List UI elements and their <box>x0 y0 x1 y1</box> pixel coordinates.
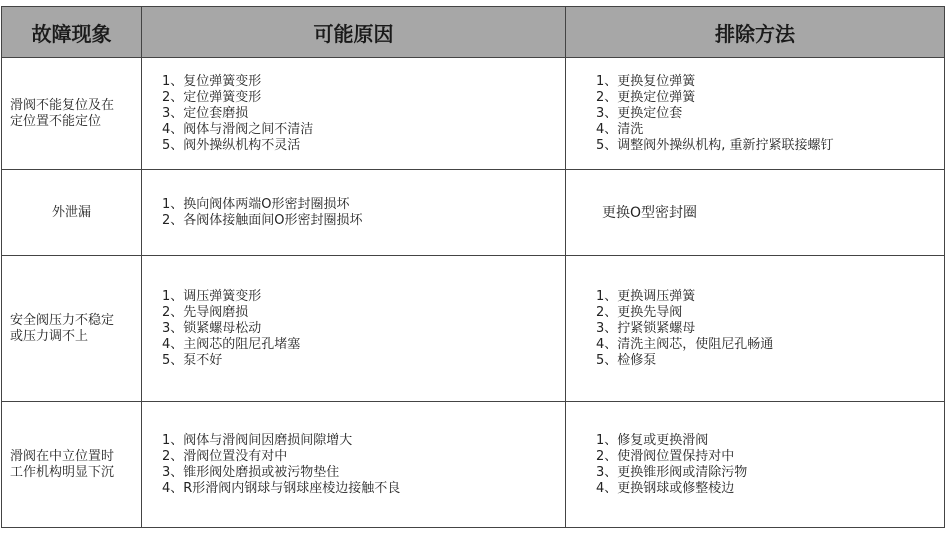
cause-item: 2、定位弹簧变形 <box>162 89 262 105</box>
fix-item: 5、调整阀外操纵机构, 重新拧紧联接螺钉 <box>596 137 834 153</box>
fix-item: 1、更换调压弹簧 <box>596 288 696 304</box>
fix-item: 3、拧紧锁紧螺母 <box>596 320 696 336</box>
table-row <box>2 402 945 528</box>
cause-item: 4、主阀芯的阻尼孔堵塞 <box>162 336 301 352</box>
cause-item: 3、定位套磨损 <box>162 105 249 121</box>
symptom-cell <box>2 402 142 528</box>
fix-item: 2、更换先导阀 <box>596 304 683 320</box>
cause-item: 3、锁紧螺母松动 <box>162 320 262 336</box>
header-symptom: 故障现象 <box>2 7 142 58</box>
cause-cell <box>142 402 566 528</box>
symptom-line: 安全阀压力不稳定 <box>10 312 115 328</box>
fix-item: 3、更换定位套 <box>596 105 683 121</box>
cause-item: 1、复位弹簧变形 <box>162 73 262 89</box>
symptom-cell <box>2 58 142 170</box>
symptom-line: 工作机构明显下沉 <box>10 464 115 480</box>
fault-table-container <box>0 6 946 528</box>
symptom-cell <box>2 256 142 402</box>
cause-item: 1、调压弹簧变形 <box>162 288 262 304</box>
fix-item: 1、修复或更换滑阀 <box>596 432 709 448</box>
fix-item: 5、检修泵 <box>596 352 657 368</box>
table-row <box>2 256 945 402</box>
cause-item: 1、换向阀体两端O形密封圈损坏 <box>162 196 350 212</box>
fix-cell <box>566 402 945 528</box>
fix-item: 4、清洗 <box>596 121 644 137</box>
symptom-line: 滑阀不能复位及在 <box>10 97 115 113</box>
symptom-cell <box>2 170 142 256</box>
cause-item: 2、先导阀磨损 <box>162 304 249 320</box>
fix-cell <box>566 170 945 256</box>
symptom-line: 滑阀在中立位置时 <box>10 448 115 464</box>
cause-item: 1、阀体与滑阀间因磨损间隙增大 <box>162 432 353 448</box>
fix-item: 更换O型密封圈 <box>602 204 698 221</box>
fault-table <box>1 6 945 528</box>
header-cause: 可能原因 <box>142 7 566 58</box>
cause-cell <box>142 256 566 402</box>
cause-cell <box>142 170 566 256</box>
cause-item: 5、阀外操纵机构不灵活 <box>162 137 301 153</box>
symptom-line: 定位置不能定位 <box>10 113 102 129</box>
fix-item: 2、使滑阀位置保持对中 <box>596 448 735 464</box>
fix-item: 2、更换定位弹簧 <box>596 89 696 105</box>
cause-item: 3、锥形阀处磨损或被污物垫住 <box>162 464 340 480</box>
symptom-line: 或压力调不上 <box>10 328 89 344</box>
header-fix: 排除方法 <box>566 7 945 58</box>
cause-item: 4、R形滑阀内钢球与钢球座棱边接触不良 <box>162 480 401 496</box>
cause-cell <box>142 58 566 170</box>
fix-item: 4、更换钢球或修整棱边 <box>596 480 735 496</box>
table-row <box>2 170 945 256</box>
table-header-row <box>2 7 945 58</box>
cause-item: 2、各阀体接触面间O形密封圈损坏 <box>162 212 363 228</box>
fix-cell <box>566 256 945 402</box>
cause-item: 4、阀体与滑阀之间不清洁 <box>162 121 314 137</box>
cause-item: 5、泵不好 <box>162 352 223 368</box>
fix-item: 1、更换复位弹簧 <box>596 73 696 89</box>
fix-item: 3、更换锥形阀或清除污物 <box>596 464 748 480</box>
symptom-line: 外泄漏 <box>51 204 91 220</box>
fix-item: 4、清洗主阀芯，使阻尼孔畅通 <box>596 336 774 352</box>
table-row <box>2 58 945 170</box>
cause-item: 2、滑阀位置没有对中 <box>162 448 288 464</box>
fix-cell <box>566 58 945 170</box>
